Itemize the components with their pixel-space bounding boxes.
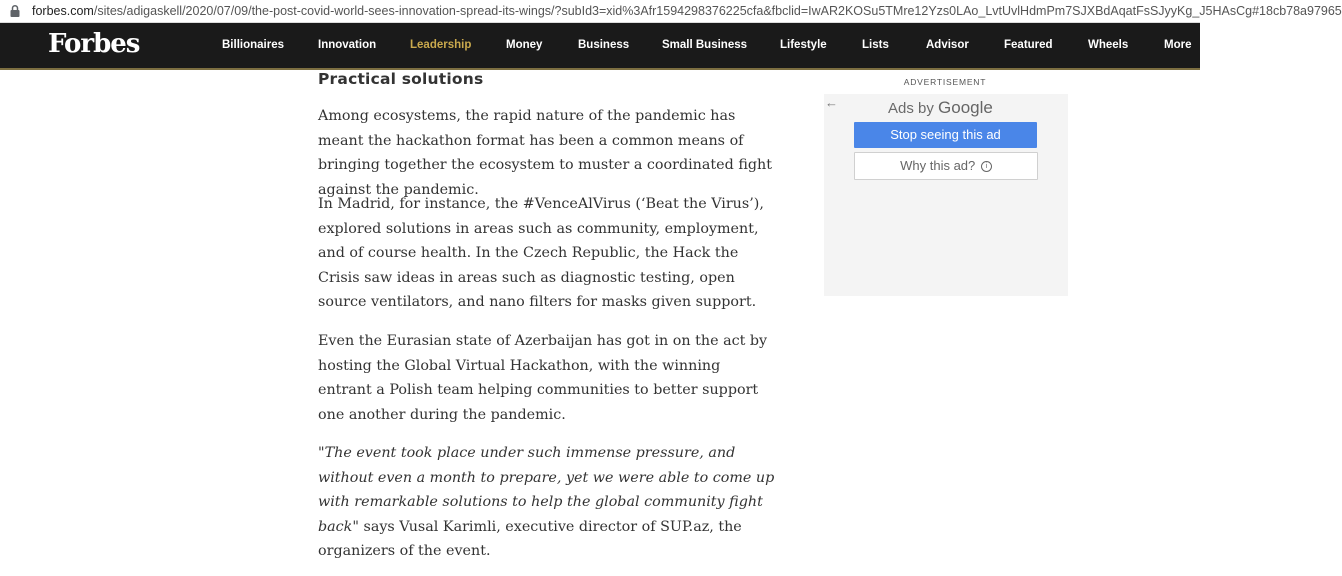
nav-wheels[interactable]: Wheels <box>1088 39 1129 51</box>
quote-text: "The event took place under such immense pressure, and without even a month to prepare, yet we were able to come up with remarkable solutions to help the global community fight back" <box>318 445 775 535</box>
nav-billionaires[interactable]: Billionaires <box>222 39 284 51</box>
paragraph-madrid: In Madrid, for instance, the #VenceAlVirus (‘Beat the Virus’), explored solutions in areas such as community, employment, and of course health. In the Czech Republic, the Hack the Crisis saw ideas in areas such as diagnostic testing, open source ventilators, and nano filters for masks given support. <box>318 196 764 310</box>
why-this-ad-button[interactable] <box>854 152 1038 180</box>
nav-innovation[interactable]: Innovation <box>318 39 377 51</box>
info-icon: i <box>981 161 992 172</box>
url-path: /sites/adigaskell/2020/07/09/the-post-covid-world-sees-innovation-spread-its-wings/?subId3=xid%3Afr1594298376225cfa&fbclid=IwAR2KOSu5TMre12Yzs0LAo_LvtUvlHdmPm7SJXBdAqatFsSJyyKg_J5HAsCg#18cb78a97965 <box>93 4 1342 18</box>
top-navigation <box>0 23 1200 70</box>
why-this-ad-label: Why this ad? <box>900 158 976 173</box>
nav-leadership[interactable]: Leadership <box>410 39 472 51</box>
nav-more[interactable]: More <box>1164 39 1192 51</box>
nav-lists[interactable]: Lists <box>862 39 889 51</box>
quote-attribution: says Vusal Karimli, executive director of SUP.az, the organizers of the event. <box>318 518 742 559</box>
ads-by-text: Ads by <box>888 100 939 117</box>
nav-small-business[interactable]: Small Business <box>662 39 748 51</box>
url-domain: forbes.com <box>32 4 94 18</box>
url-text[interactable] <box>32 4 1342 18</box>
nav-featured[interactable]: Featured <box>1004 39 1053 51</box>
nav-money[interactable]: Money <box>506 39 543 51</box>
back-arrow-icon[interactable]: ← <box>825 95 838 110</box>
forbes-logo[interactable]: Forbes <box>48 29 140 59</box>
nav-lifestyle[interactable]: Lifestyle <box>780 39 827 51</box>
nav-business[interactable]: Business <box>578 39 630 51</box>
stop-seeing-ad-button[interactable]: Stop seeing this ad <box>854 122 1037 148</box>
paragraph-quote <box>318 441 778 564</box>
section-heading: Practical solutions <box>318 70 484 88</box>
nav-advisor[interactable]: Advisor <box>926 39 969 51</box>
address-bar[interactable] <box>0 0 1342 23</box>
google-wordmark: Google <box>938 98 993 117</box>
ads-by-google <box>888 98 993 118</box>
paragraph-ecosystems: Among ecosystems, the rapid nature of the pandemic has meant the hackathon format has been a common means of bringing together the ecosystem to muster a coordinated fight against the pandemic. <box>318 108 772 198</box>
paragraph-azerbaijan: Even the Eurasian state of Azerbaijan has got in on the act by hosting the Global Virtual Hackathon, with the winning entrant a Polish team helping communities to better support one another during the pandemic. <box>318 333 768 423</box>
lock-icon <box>8 4 22 18</box>
advertisement-label: ADVERTISEMENT <box>903 77 987 87</box>
